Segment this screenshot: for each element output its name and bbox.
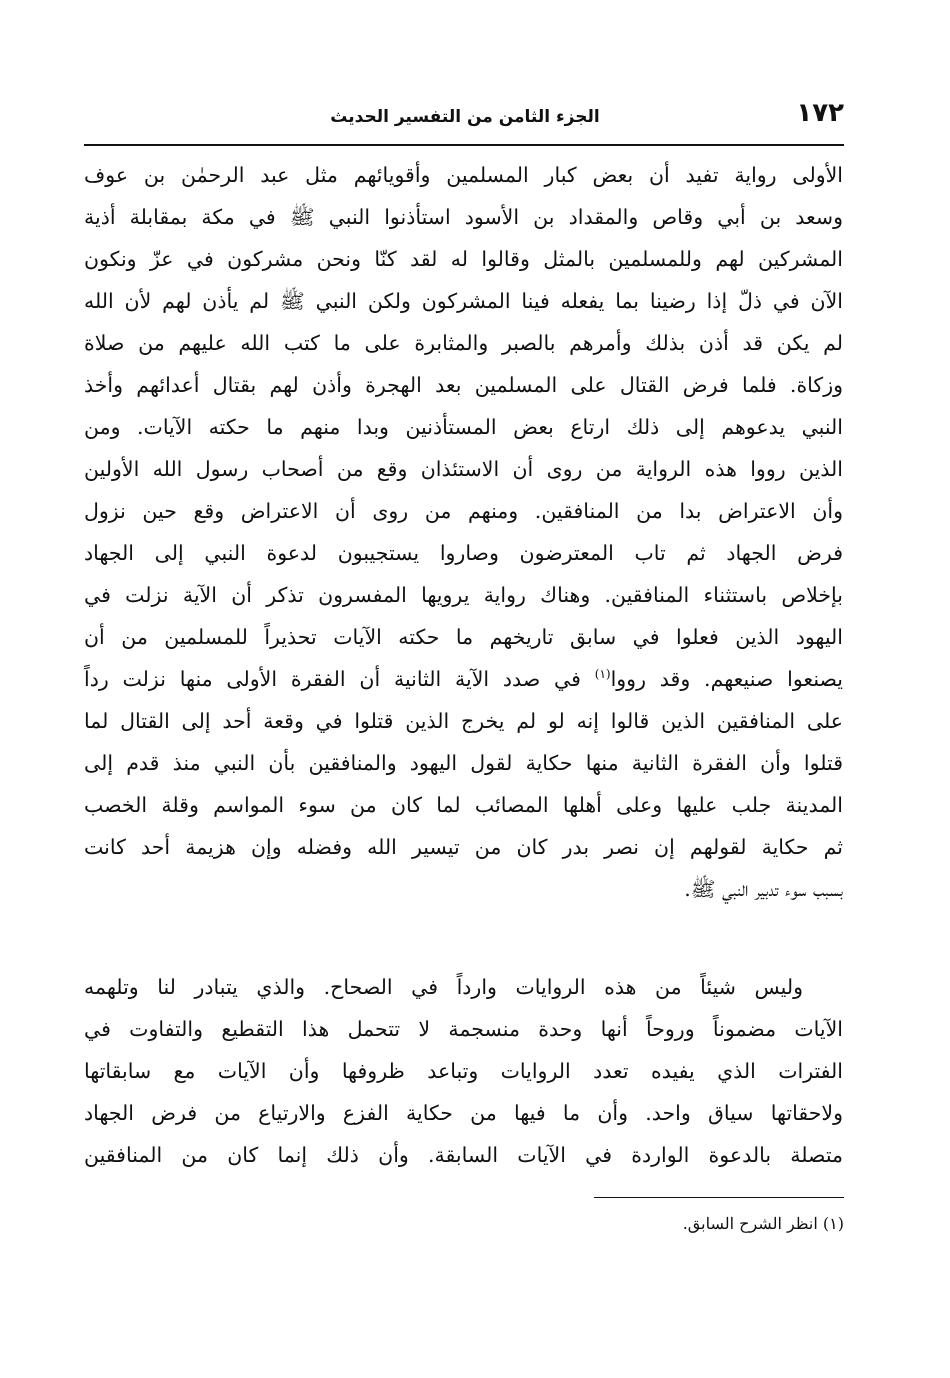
page-number: ١٧٢ (796, 98, 844, 128)
text-line: متصلة بالدعوة الواردة في الآيات السابقة. وأن ذلك إنما كان من المنافقين (84, 1143, 843, 1167)
text-line: الذين رووا هذه الرواية من روى أن الاستئذان وقع من أصحاب رسول الله الأولين (84, 457, 843, 481)
text-line: الفترات الذي يفيده تعدد الروايات وتباعد ظروفها وأن الآيات مع سابقاتها (84, 1059, 843, 1083)
text-line: قتلوا وأن الفقرة الثانية منها حكاية لقول اليهود والمنافقين بأن النبي منذ قدم إلى (84, 751, 843, 775)
text-line: وليس شيئاً من هذه الروايات وارداً في الصحاح. والذي يتبادر لنا وتلهمه (84, 975, 803, 999)
footnote-rule (594, 1197, 844, 1198)
text-line: الآيات مضموناً وروحاً أنها وحدة منسجمة لا تتحمل هذا التقطيع والتفاوت في (84, 1017, 843, 1041)
text-line: بسبب سوء تدبير النبي ﷺ. (684, 877, 843, 901)
footnote-marker[interactable]: (١) (594, 667, 611, 682)
text-line: وزكاة. فلما فرض القتال على المسلمين بعد الهجرة وأذن لهم بقتال أعدائهم وأخذ (84, 373, 843, 397)
text-line: وسعد بن أبي وقاص والمقداد بن الأسود استأذنوا النبي ﷺ في مكة بمقابلة أذية (84, 205, 843, 229)
text-line: ثم حكاية لقولهم إن نصر بدر كان من تيسير الله وفضله وإن هزيمة أحد كانت (84, 835, 843, 859)
text-line: فرض الجهاد ثم تاب المعترضون وصاروا يستجيبون لدعوة النبي إلى الجهاد (84, 541, 843, 565)
text-segment: في صدد الآية الثانية أن الفقرة الأولى منها نزلت رداً (84, 667, 595, 691)
text-line: بإخلاص باستثناء المنافقين. وهناك رواية يرويها المفسرون تذكر أن الآية نزلت في (84, 583, 843, 607)
text-line: المدينة جلب عليها وعلى أهلها المصائب لما كان من سوء المواسم وقلة الخصب (84, 793, 843, 817)
text-line: الأولى رواية تفيد أن بعض كبار المسلمين وأقويائهم مثل عبد الرحمٰن بن عوف (84, 163, 843, 187)
text-line-with-footnote (84, 658, 843, 700)
header-rule (84, 144, 844, 146)
running-title: الجزء الثامن من التفسير الحديث (330, 107, 600, 127)
footnote: (١) انظر الشرح السابق. (682, 1214, 844, 1233)
text-line: وأن الاعتراض بدا من المنافقين. ومنهم من روى أن الاعتراض وقع حين نزول (84, 499, 843, 523)
text-line: المشركين لهم وللمسلمين بالمثل وقالوا له لقد كنّا ونحن مشركون في عزّ ونكون (84, 247, 843, 271)
text-line: النبي يدعوهم إلى ذلك ارتاع بعض المستأذنين وبدا منهم ما حكته الآيات. ومن (84, 415, 843, 439)
text-line: اليهود الذين فعلوا في سابق تاريخهم ما حكته الآيات تحذيراً للمسلمين من أن (84, 625, 843, 649)
text-segment: يصنعوا صنيعهم. وقد رووا (610, 667, 843, 691)
text-line: لم يكن قد أذن بذلك وأمرهم بالصبر والمثابرة على ما كتب الله عليهم من صلاة (84, 331, 843, 355)
text-line: على المنافقين الذين قالوا إنه لو لم يخرج الذين قتلوا في وقعة أحد إلى القتال لما (84, 709, 843, 733)
text-line: ولاحقاتها سياق واحد. وأن ما فيها من حكاية الفزع والارتياع من فرض الجهاد (84, 1101, 843, 1125)
text-line: الآن في ذلّ إذا رضينا بما يفعله فينا المشركون ولكن النبي ﷺ لم يأذن لهم لأن الله (84, 289, 843, 313)
